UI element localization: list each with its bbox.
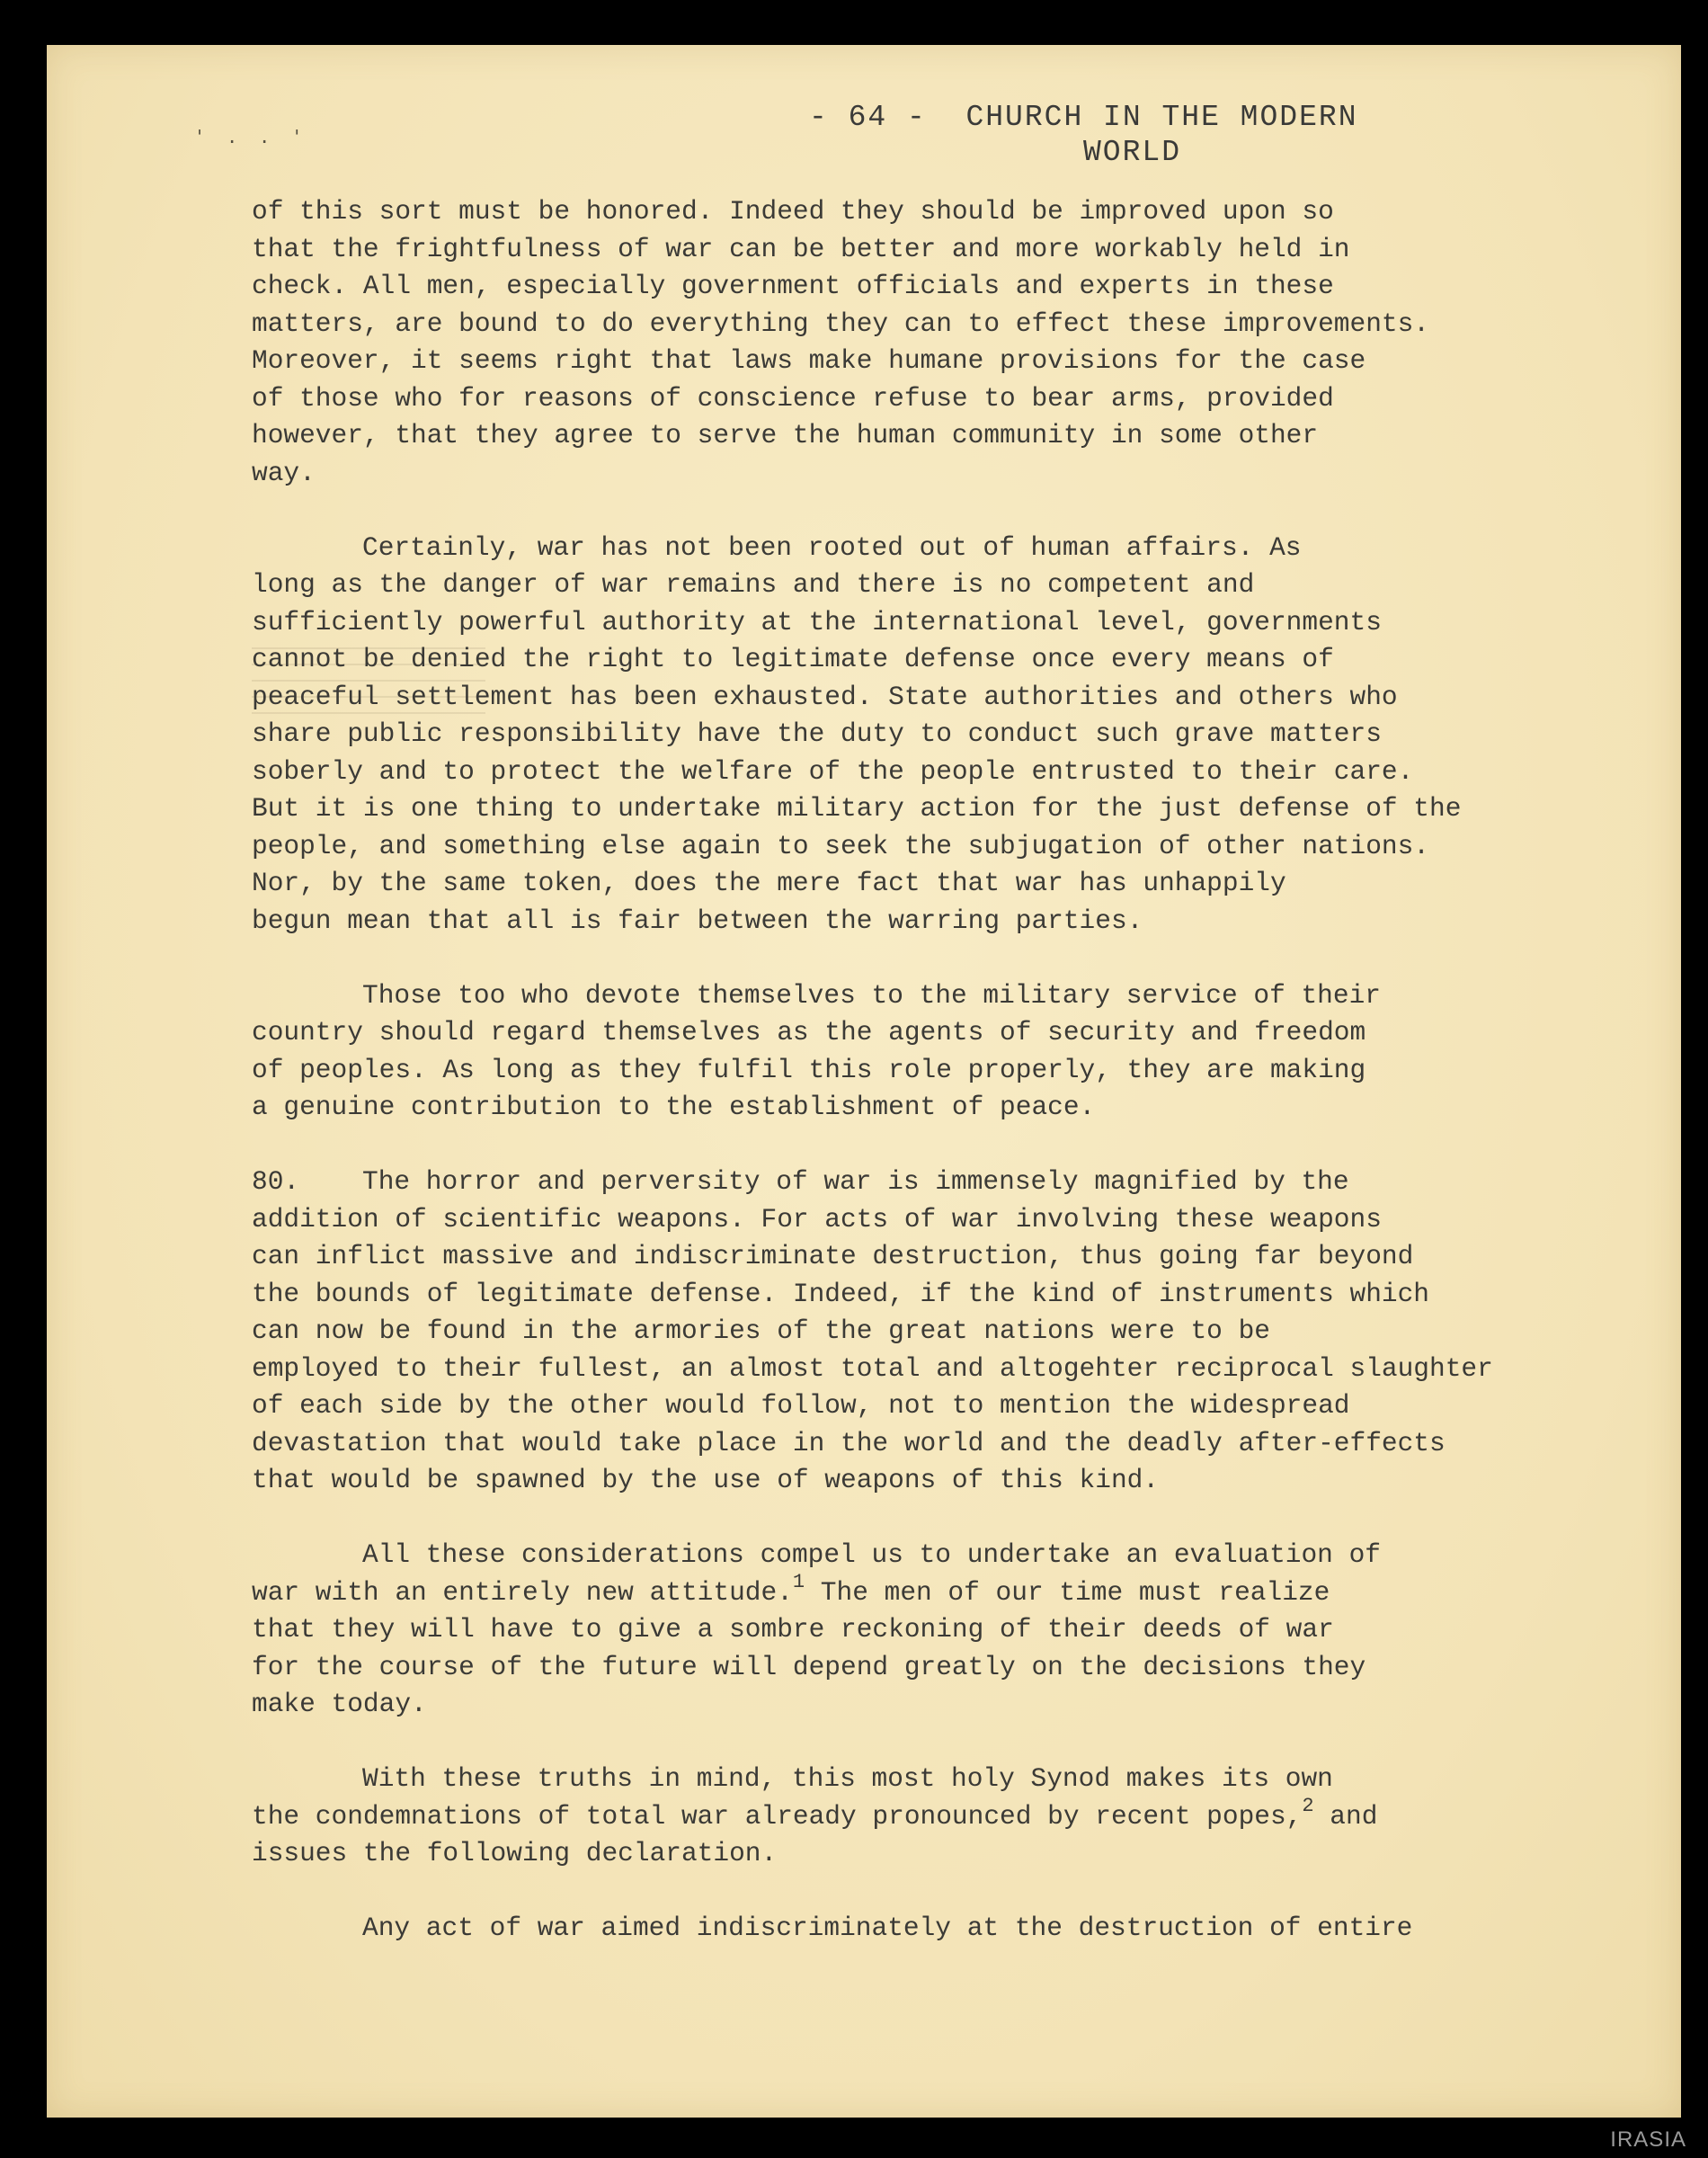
page-number: - 64 - (809, 101, 927, 134)
paragraph-synod-text-a: With these truths in mind, this most holy Synod makes its own the condemnations of total war already pronounced by recent popes, (252, 1763, 1333, 1832)
header-title-line-1: CHURCH IN THE MODERN (965, 101, 1358, 134)
paragraph-new-attitude-text-a: All these considerations compel us to undertake an evaluation of war with an entirely new attitude. (252, 1539, 1381, 1608)
paragraph-act-of-war: Any act of war aimed indiscriminately at the destruction of entire (362, 1913, 1413, 1943)
paragraph-legitimate-defense: Certainly, war has not been rooted out of human affairs. As long as the danger of war remains and there is no competent and sufficiently powerful authority at the international level, governments cannot be denied the right to legitimate defense once every means of peaceful settlement has been exhausted. State authorities and others who share public responsibility have the duty to conduct such grave matters soberly and to protect the welfare of the people entrusted to their care. But it is one thing to undertake military action for the just defense of the people, and something else again to seek the subjugation of other nations. Nor, by the same token, does the mere fact that war has unhappily begun mean that all is fair between the warring parties. (252, 531, 1462, 936)
paragraph-80-text: The horror and perversity of war is immensely magnified by the addition of scientific weapons. For acts of war involving these weapons can inflict massive and indiscriminate destruction, thus going far beyond the bounds of legitimate defense. Indeed, if the kind of instruments which can now be found in the armories of the great nations were to be employed to their fullest, an almost total and altogehter reciprocal slaughter of each side by the other would follow, not to mention the widespread devastation that would take place in the world and the deadly after-effects that would be spawned by the use of weapons of this kind. (252, 1166, 1493, 1495)
header-title-line-2: WORLD (1083, 136, 1182, 169)
footnote-marker-1: 1 (792, 1570, 805, 1593)
archive-watermark: IRASIA (1610, 2127, 1686, 2152)
paragraph-number: 80. (252, 1166, 300, 1197)
paragraph-military-service: Those too who devote themselves to the military service of their country should regard themselves as the agents of security and freedom of peoples. As long as they fulfil this role properly, they are making a genuine contribution to the establishment of peace. (252, 979, 1381, 1122)
running-header (809, 101, 1546, 169)
paragraph-synod-text-b: and issues the following declaration. (252, 1800, 1378, 1868)
top-margin-marks: ' . . ' (194, 126, 308, 147)
document-body (252, 193, 1546, 1948)
footnote-marker-2: 2 (1302, 1794, 1314, 1817)
header-line-1 (809, 101, 1546, 134)
paragraph-new-attitude-text-b: The men of our time must realize that they will have to give a sombre reckoning of their deeds of war for the course of the future will depend greatly on the decisions they make today. (252, 1576, 1366, 1719)
paragraph-new-attitude (252, 1537, 1546, 1724)
paragraph-continuation: of this sort must be honored. Indeed they should be improved upon so that the frightfulness of war can be better and more workably held in check. All men, especially government officials and experts in these matters, are bound to do everything they can to effect these improvements. Moreover, it seems right that laws make humane provisions for the case of those who for reasons of conscience refuse to bear arms, provided however, that they agree to serve the human community in some other way. (252, 196, 1430, 488)
paragraph-80-scientific-weapons (252, 1164, 1546, 1500)
paragraph-synod-declaration (252, 1761, 1546, 1873)
